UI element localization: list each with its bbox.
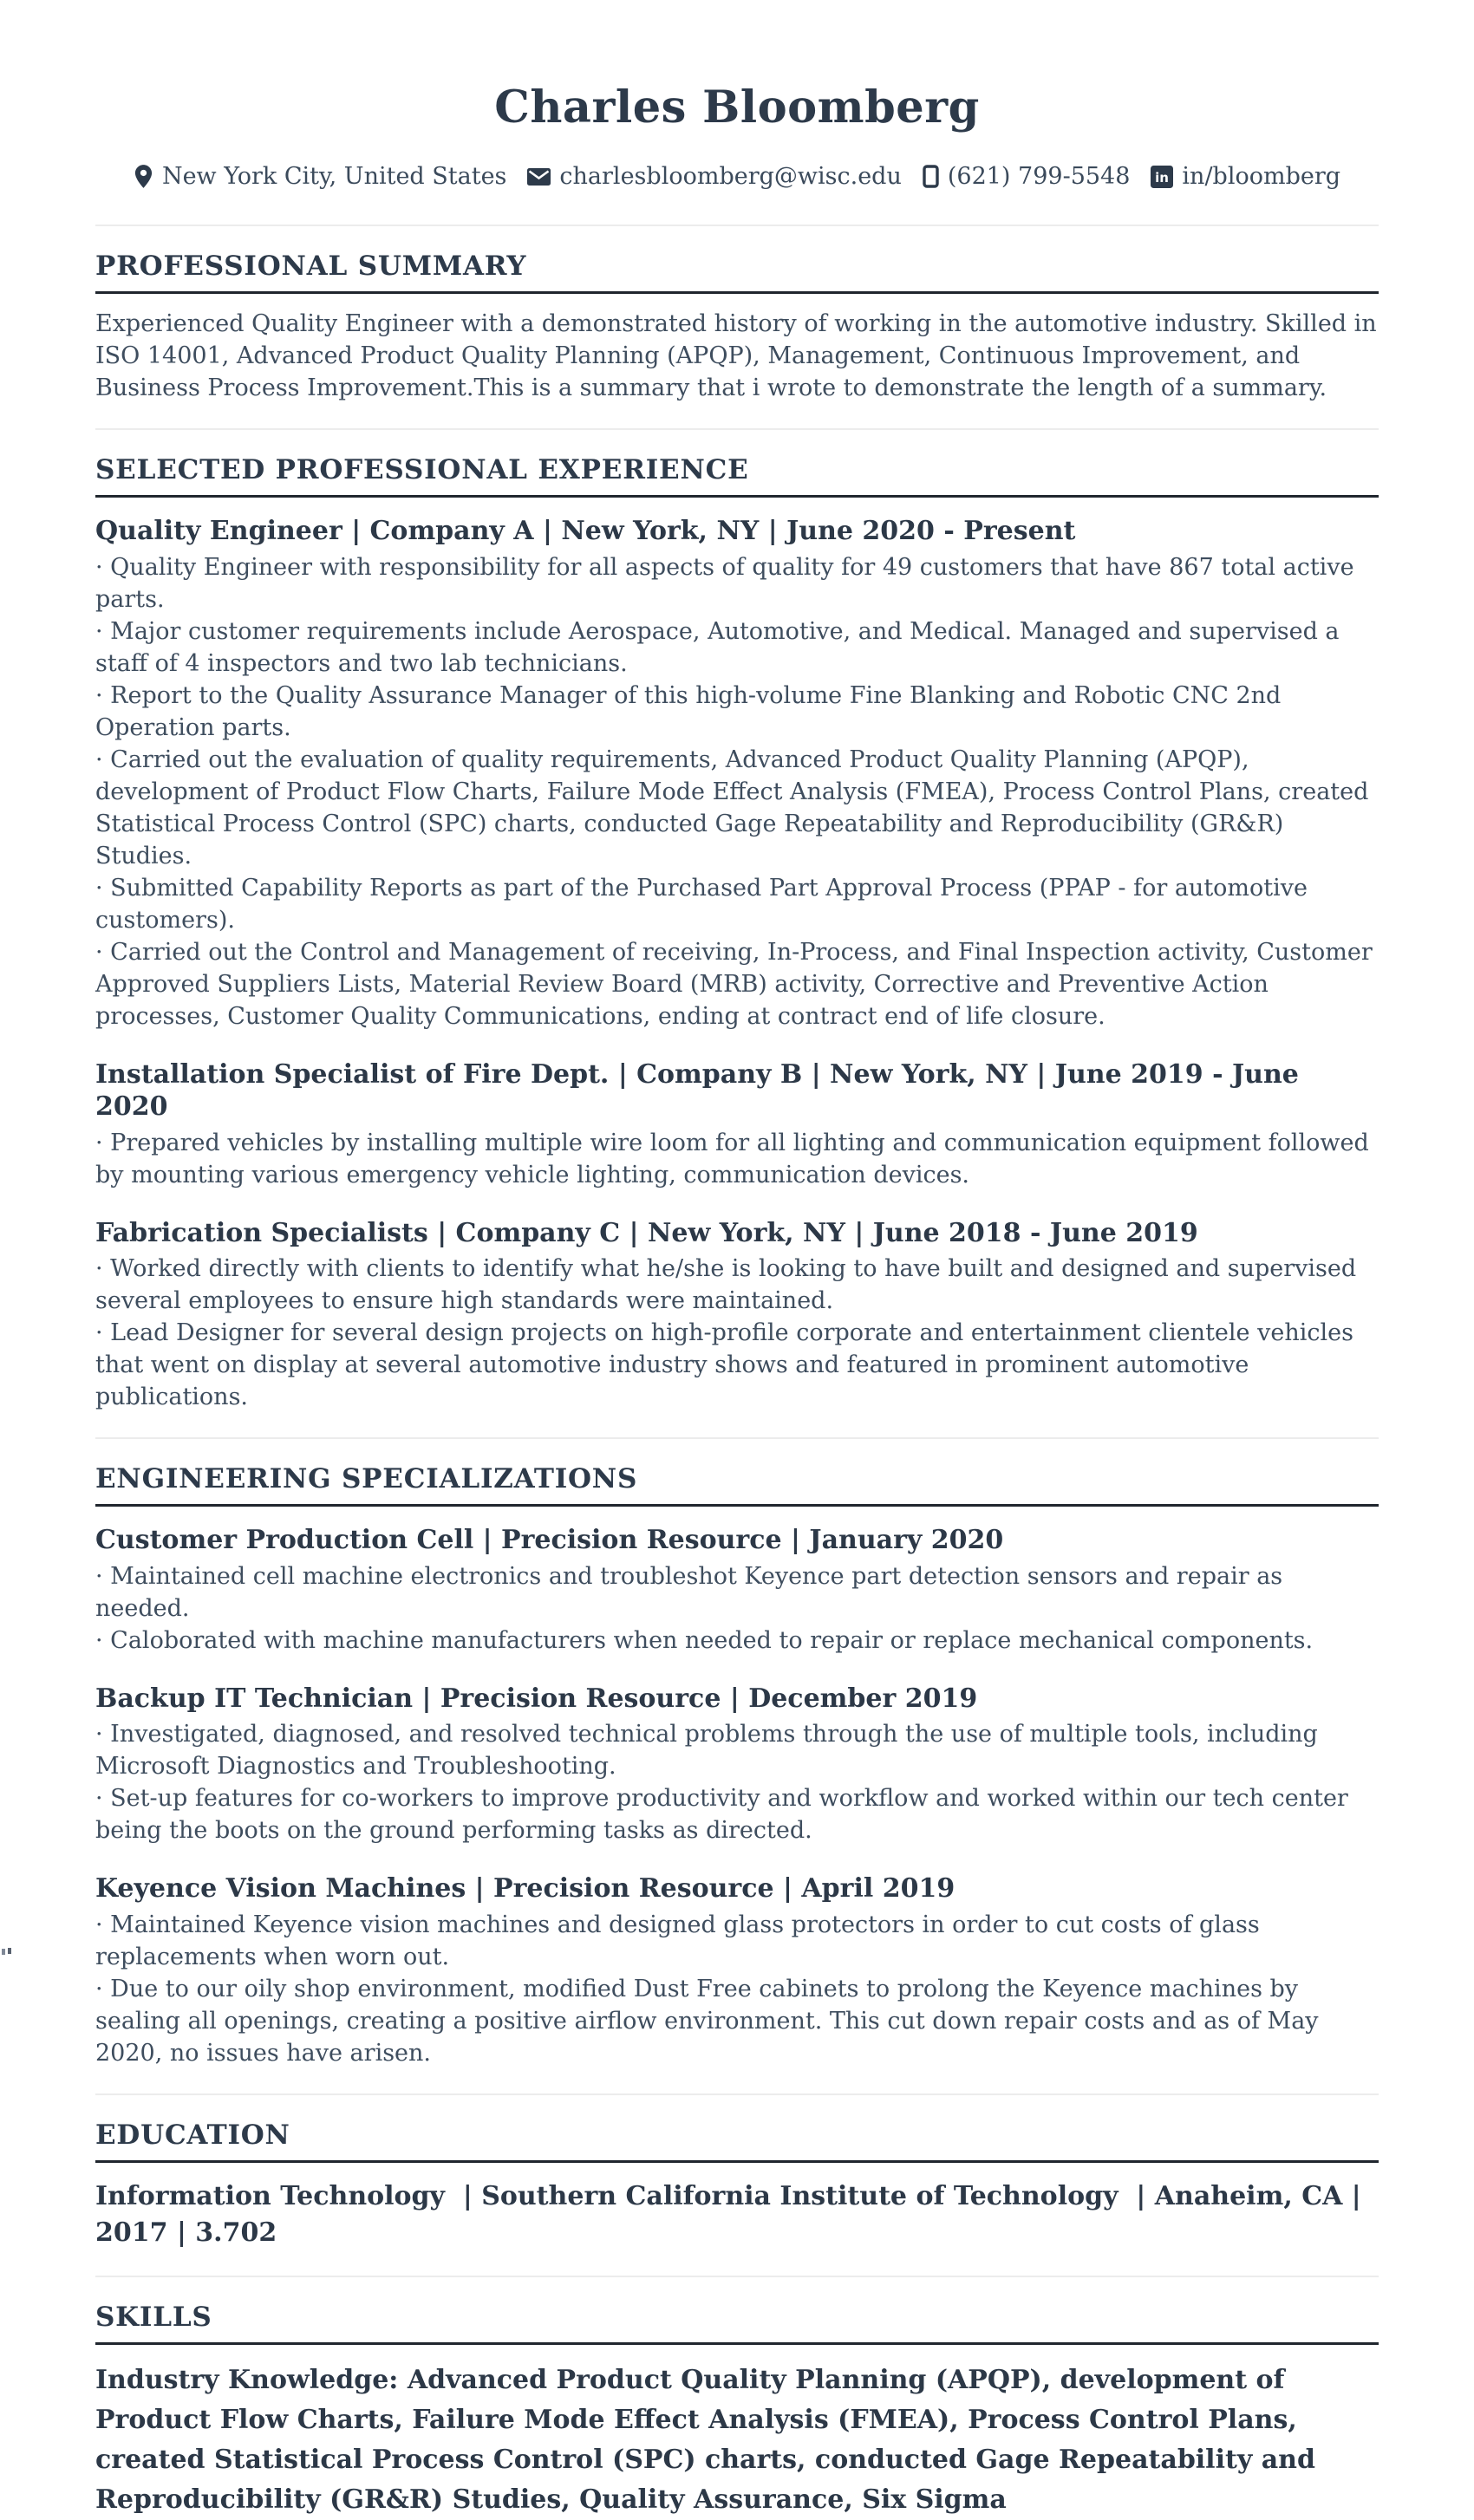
page-artifact (2, 1949, 5, 1955)
skills-text: Industry Knowledge: Advanced Product Quality Planning (APQP), development of Product Flow Charts, Failure Mode Effect Analysis (FMEA), Process Control Plans, created Statistical Process Control (SPC) charts, conducted Gage Repeatability and Reproducibility (GR&R) Studies, Quality Assurance, Six Sigma (95, 2364, 1315, 2515)
summary-heading: PROFESSIONAL SUMMARY (95, 251, 1379, 294)
resume-page (0, 81, 1474, 2515)
job-entry (95, 1058, 1379, 1191)
education-line: Information Technology | Southern California Institute of Technology | Anaheim, CA | 2017 | 3.702 (95, 2180, 1361, 2248)
specialization-bullet: · Set-up features for co-workers to improve productivity and workflow and worked within our tech center being the boots on the ground performing tasks as directed. (95, 1782, 1379, 1846)
contact-row (95, 163, 1379, 190)
section-education (95, 2093, 1379, 2251)
specialization-entry (95, 1683, 1379, 1847)
specialization-bullet: · Caloborated with machine manufacturers when needed to repair or replace mechanical components. (95, 1625, 1379, 1657)
job-bullet: · Quality Engineer with responsibility for all aspects of quality for 49 customers that have 867 total active parts. (95, 551, 1379, 615)
location-pin-icon (134, 164, 153, 189)
contact-phone (923, 163, 1131, 190)
resume-header (95, 83, 1379, 190)
section-professional-summary (95, 225, 1379, 404)
job-title: Fabrication Specialists | Company C | New York, NY | June 2018 - June 2019 (95, 1217, 1198, 1248)
summary-text: Experienced Quality Engineer with a demonstrated history of working in the automotive industry. Skilled in ISO 14001, Advanced Product Quality Planning (APQP), Management, Continuous Improvement, and Business Process Improvement.This is a summary that i wrote to demonstrate the length of a summary. (95, 310, 1377, 402)
job-bullet: · Carried out the Control and Management of receiving, In-Process, and Final Inspection activity, Customer Approved Suppliers Lists, Material Review Board (MRB) activity, Corrective and Preventive Action processes, Customer Quality Communications, ending at contract end of life closure. (95, 936, 1379, 1032)
linkedin-icon (1151, 166, 1173, 188)
specialization-bullet: · Maintained Keyence vision machines and designed glass protectors in order to cut costs of glass replacements when worn out. (95, 1909, 1379, 1973)
skills-heading: SKILLS (95, 2302, 1379, 2345)
specialization-bullet: · Maintained cell machine electronics and troubleshot Keyence part detection sensors and repair as needed. (95, 1560, 1379, 1625)
job-bullet: · Lead Designer for several design projects on high-profile corporate and entertainment clientele vehicles that went on display at several automotive industry shows and featured in prominent automotive publications. (95, 1317, 1379, 1413)
job-entry (95, 515, 1379, 1032)
contact-linkedin (1151, 163, 1340, 190)
specialization-bullets (95, 1718, 1379, 1846)
specialization-bullet: · Investigated, diagnosed, and resolved technical problems through the use of multiple tools, including Microsoft Diagnostics and Troubleshooting. (95, 1718, 1379, 1782)
specialization-title: Customer Production Cell | Precision Resource | January 2020 (95, 1525, 1004, 1556)
job-bullet: · Carried out the evaluation of quality requirements, Advanced Product Quality Planning (APQP), development of Product Flow Charts, Failure Mode Effect Analysis (FMEA), Process Control Plans, created Statistical Process Control (SPC) charts, conducted Gage Repeatability and Reproducibility (GR&R) Studies. (95, 744, 1379, 872)
job-bullet: · Prepared vehicles by installing multiple wire loom for all lighting and communication equipment followed by mounting various emergency vehicle lighting, communication devices. (95, 1127, 1379, 1191)
specialization-title: Keyence Vision Machines | Precision Resource | April 2019 (95, 1873, 955, 1905)
job-bullet: · Report to the Quality Assurance Manager of this high-volume Fine Blanking and Robotic CNC 2nd Operation parts. (95, 680, 1379, 744)
job-bullet: · Submitted Capability Reports as part of the Purchased Part Approval Process (PPAP - for automotive customers). (95, 872, 1379, 936)
specialization-bullets (95, 1560, 1379, 1657)
contact-location (134, 163, 506, 190)
section-engineering-specializations (95, 1437, 1379, 2069)
specialization-title: Backup IT Technician | Precision Resource | December 2019 (95, 1683, 978, 1714)
specialization-bullet: · Due to our oily shop environment, modified Dust Free cabinets to prolong the Keyence machines by sealing all openings, creating a positive airflow environment. This cut down repair costs and as of May 2020, no issues have arisen. (95, 1973, 1379, 2069)
email-envelope-icon (527, 168, 551, 186)
job-bullets (95, 1127, 1379, 1191)
svg-text:in: in (1155, 169, 1170, 186)
specialization-bullets (95, 1909, 1379, 2069)
education-heading: EDUCATION (95, 2120, 1379, 2163)
job-bullet: · Major customer requirements include Aerospace, Automotive, and Medical. Managed and supervised a staff of 4 inspectors and two lab technicians. (95, 615, 1379, 680)
contact-email-text: charlesbloomberg@wisc.edu (559, 163, 902, 191)
mobile-phone-icon (923, 165, 939, 188)
contact-location-text: New York City, United States (161, 163, 507, 191)
candidate-name: Charles Bloomberg (494, 81, 980, 133)
experience-heading: SELECTED PROFESSIONAL EXPERIENCE (95, 454, 1379, 498)
section-experience (95, 428, 1379, 1413)
job-bullets (95, 551, 1379, 1032)
specializations-heading: ENGINEERING SPECIALIZATIONS (95, 1463, 1379, 1507)
contact-email (527, 163, 901, 190)
section-skills (95, 2276, 1379, 2520)
specialization-entry (95, 1524, 1379, 1657)
job-bullets (95, 1253, 1379, 1413)
job-title: Quality Engineer | Company A | New York, NY | June 2020 - Present (95, 516, 1076, 547)
contact-linkedin-text: in/bloomberg (1182, 163, 1341, 191)
job-bullet: · Worked directly with clients to identify what he/she is looking to have built and designed and supervised several employees to ensure high standards were maintained. (95, 1253, 1379, 1317)
job-title: Installation Specialist of Fire Dept. | Company B | New York, NY | June 2019 - June 2020 (95, 1058, 1299, 1123)
contact-phone-text: (621) 799-5548 (947, 163, 1131, 191)
job-entry (95, 1217, 1379, 1414)
specialization-entry (95, 1872, 1379, 2069)
